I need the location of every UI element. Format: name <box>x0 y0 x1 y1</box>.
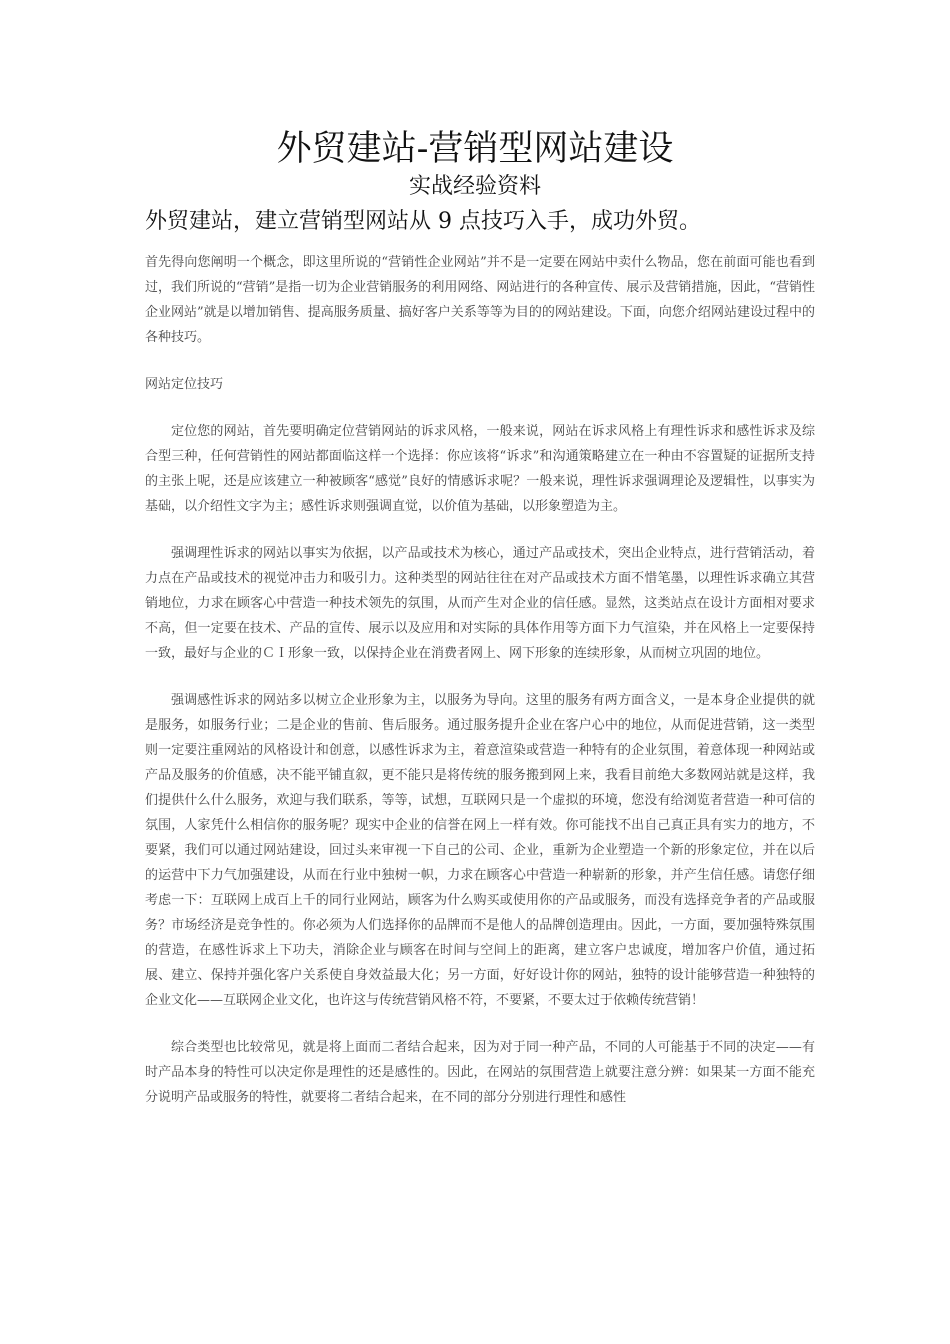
body-paragraph-4: 综合类型也比较常见，就是将上面而二者结合起来，因为对于同一种产品，不同的人可能基于不同的决定——有时产品本身的特性可以决定你是理性的还是感性的。因此，在网站的氛围营造上就要注意分辨：如果某一方面不能充分说明产品或服务的特性，就要将二者结合起来，在不同的部分分别进行理性和感性 <box>145 1040 815 1105</box>
body-paragraph-2: 强调理性诉求的网站以事实为依据，以产品或技术为核心，通过产品或技术，突出企业特点，进行营销活动，着力点在产品或技术的视觉冲击力和吸引力。这种类型的网站往往在对产品或技术方面不惜笔墨，以理性诉求确立其营销地位，力求在顾客心中营造一种技术领先的氛围，从而产生对企业的信任感。显然，这类站点在设计方面相对要求不高，但一定要在技术、产品的宣传、展示以及应用和对实际的具体作用等方面下力气渲染，并在风格上一定要保持一致，最好与企业的ＣＩ形象一致，以保持企业在消费者网上、网下形象的连续形象，从而树立巩固的地位。 <box>145 546 815 661</box>
document-subtitle: 实战经验资料 <box>408 174 541 199</box>
body-paragraph-3: 强调感性诉求的网站多以树立企业形象为主，以服务为导向。这里的服务有两方面含义，一是本身企业提供的就是服务，如服务行业；二是企业的售前、售后服务。通过服务提升企业在客户心中的地位，从而促进营销，这一类型则一定要注重网站的风格设计和创意，以感性诉求为主，着意渲染或营造一种特有的企业氛围，着意体现一种网站或产品及服务的价值感，决不能平铺直叙，更不能只是将传统的服务搬到网上来，我看目前绝大多数网站就是这样，我们提供什么什么服务，欢迎与我们联系，等等，试想，互联网只是一个虚拟的环境，您没有给浏览者营造一种可信的氛围，人家凭什么相信你的服务呢？现实中企业的信誉在网上一样有效。你可能找不出自己真正具有实力的地方，不要紧，我们可以通过网站建设，回过头来审视一下自己的公司、企业，重新为企业塑造一个新的形象定位，并在以后的运营中下力气加强建设，从而在行业中独树一帜，力求在顾客心中营造一种崭新的形象，并产生信任感。请您仔细考虑一下：互联网上成百上千的同行业网站，顾客为什么购买或使用你的产品或服务，而没有选择竞争者的产品或服务？市场经济是竞争性的。你必须为人们选择你的品牌而不是他人的品牌创造理由。因此，一方面，要加强特殊氛围的营造，在感性诉求上下功夫，消除企业与顾客在时间与空间上的距离，建立客户忠诚度，增加客户价值，通过拓展、建立、保持并强化客户关系使自身效益最大化；另一方面，好好设计你的网站，独特的设计能够营造一种独特的企业文化——互联网企业文化，也许这与传统营销风格不符，不要紧，不要太过于依赖传统营销！ <box>145 693 815 1008</box>
section-heading: 网站定位技巧 <box>145 377 224 392</box>
body-paragraph-1: 定位您的网站，首先要明确定位营销网站的诉求风格，一般来说，网站在诉求风格上有理性诉求和感性诉求及综合型三种，任何营销性的网站都面临这样一个选择：你应该将“诉求”和沟通策略建立在一种由不容置疑的证据所支持的主张上呢，还是应该建立一种被顾客“感觉”良好的情感诉求呢？一般来说，理性诉求强调理论及逻辑性，以事实为基础，以介绍性文字为主；感性诉求则强调直觉，以价值为基础，以形象塑造为主。 <box>145 424 815 514</box>
intro-paragraph: 首先得向您阐明一个概念，即这里所说的“营销性企业网站”并不是一定要在网站中卖什么物品，您在前面可能也看到过，我们所说的“营销”是指一切为企业营销服务的利用网络、网站进行的各种宣传、展示及营销措施，因此，“营销性企业网站”就是以增加销售、提高服务质量、搞好客户关系等等为目的的网站建设。下面，向您介绍网站建设过程中的各种技巧。 <box>145 255 815 345</box>
document-body <box>145 250 815 1132</box>
document-title: 外贸建站-营销型网站建设 <box>276 129 674 169</box>
document-headline: 外贸建站，建立营销型网站从 9 点技巧入手，成功外贸。 <box>145 209 701 234</box>
